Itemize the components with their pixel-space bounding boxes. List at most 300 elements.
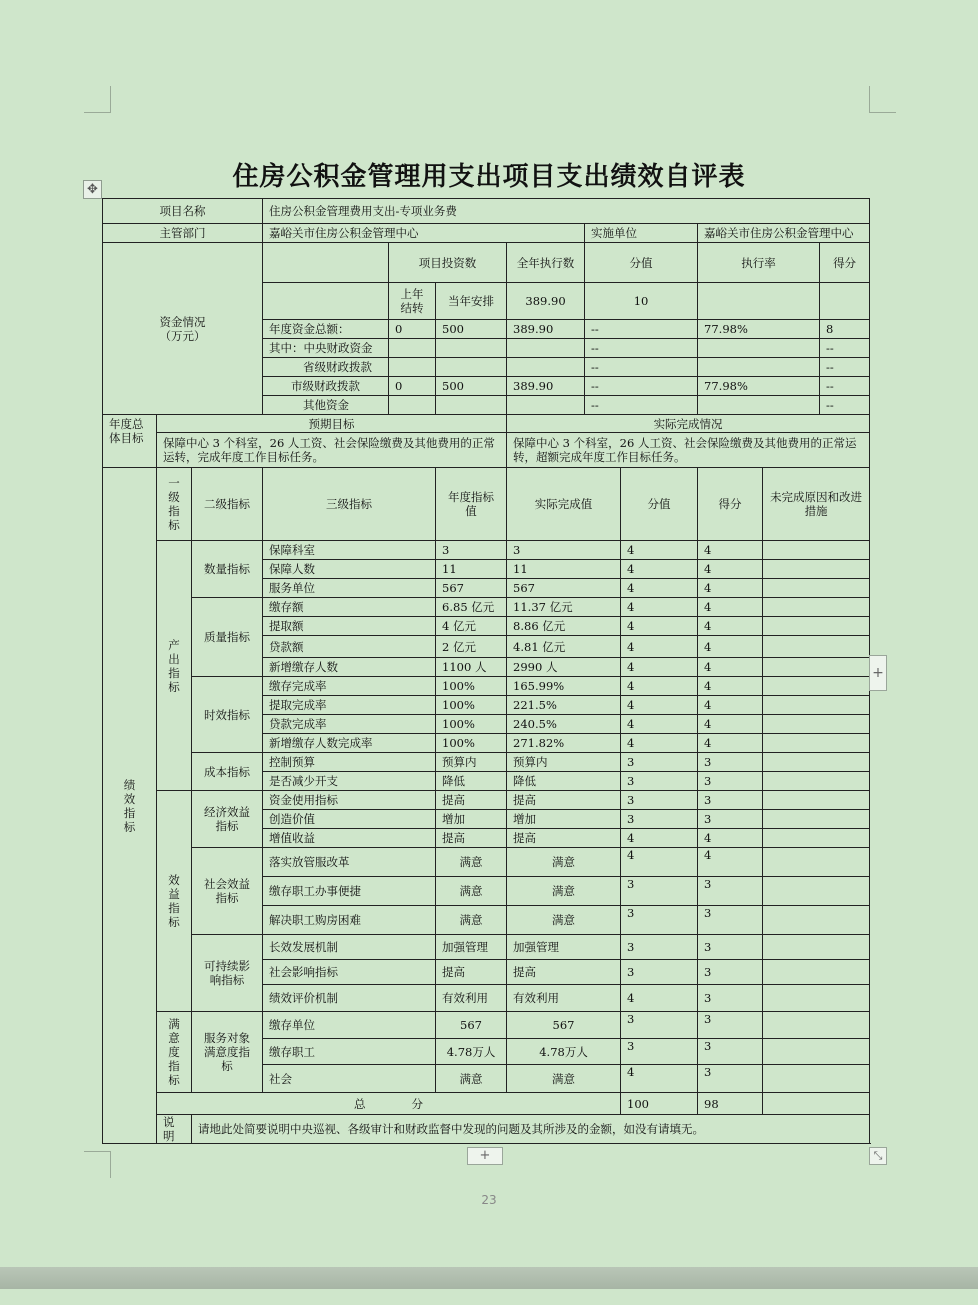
label-project-name: [103, 199, 263, 224]
fund-exec-rate: [698, 339, 820, 358]
indicator-score: [698, 617, 763, 636]
fund-current: [436, 358, 507, 377]
indicator-actual: [507, 1039, 621, 1065]
indicator-target: [436, 658, 507, 677]
indicator-score: [698, 560, 763, 579]
cell-text: 缴存额: [269, 600, 304, 614]
indicator-target: [436, 985, 507, 1012]
crop-mark-top-left: [84, 86, 111, 113]
indicator-value: [621, 791, 698, 810]
indicator-target: [436, 560, 507, 579]
cell-text: 项目投资数: [418, 255, 477, 270]
cell-text: 3: [704, 812, 712, 826]
indicator-score: [698, 829, 763, 848]
indicator-value: [621, 715, 698, 734]
table-row: [103, 935, 870, 960]
indicator-reason: [763, 1065, 870, 1093]
indicator-name: [263, 677, 436, 696]
blank-cell: [698, 283, 820, 320]
indicator-target: [436, 810, 507, 829]
cell-text: 4: [627, 698, 635, 712]
fund-exec-rate: [698, 320, 820, 339]
cell-text: 3: [704, 1065, 712, 1079]
indicator-reason: [763, 696, 870, 715]
cell-text: 当年安排: [448, 294, 495, 308]
fund-exec-rate: [698, 377, 820, 396]
cell-text: 提高: [442, 965, 466, 979]
cell-text: 500: [442, 379, 464, 393]
label-dept: [103, 224, 263, 243]
cell-text: 可持续影 响指标: [204, 959, 251, 987]
cell-text: 资金使用指标: [269, 793, 339, 807]
indicator-name: [263, 985, 436, 1012]
indicator-name: [263, 1039, 436, 1065]
indicator-target: [436, 1012, 507, 1039]
cell-text: 实际完成值: [534, 497, 593, 511]
cell-text: 4: [627, 562, 635, 576]
cell-text: 是否减少开支: [269, 774, 339, 788]
cell-text: 389.90: [513, 322, 554, 336]
cell-text: 98: [704, 1096, 719, 1111]
window-bottom-bar: [0, 1267, 978, 1289]
cell-text: 0: [395, 379, 403, 393]
indicator-reason: [763, 598, 870, 617]
page-number: 23: [481, 1193, 497, 1207]
fund-score-value: [585, 396, 698, 415]
level2-label: [192, 541, 263, 598]
indicator-actual: [507, 734, 621, 753]
cell-text: 4: [704, 736, 712, 750]
indicator-value: [621, 877, 698, 906]
indicator-actual: [507, 877, 621, 906]
table-row: [103, 1115, 870, 1144]
cell-text: 3: [627, 1012, 635, 1026]
fund-exec: [507, 339, 585, 358]
cell-text: 3: [704, 965, 712, 979]
cell-text: 一 级 指 标: [168, 476, 180, 532]
indicator-name: [263, 734, 436, 753]
indicator-score: [698, 1039, 763, 1065]
cell-text: 4: [627, 679, 635, 693]
crop-mark-bottom-left: [84, 1151, 111, 1178]
table-row: [103, 243, 870, 283]
indicator-reason: [763, 810, 870, 829]
cell-text: 年度指标 值: [448, 490, 495, 518]
indicator-reason: [763, 1012, 870, 1039]
indicator-name: [263, 877, 436, 906]
cell-text: 567: [460, 1018, 482, 1032]
cell-text: 11.37 亿元: [513, 600, 573, 614]
total-score: [698, 1093, 763, 1115]
cell-text: 质量指标: [204, 630, 251, 644]
cell-text: 1100 人: [442, 660, 487, 674]
cell-text: 4: [704, 543, 712, 557]
cell-text: 社会影响指标: [269, 965, 339, 979]
cell-text: 提取额: [269, 619, 304, 633]
indicator-target: [436, 1039, 507, 1065]
indicator-score: [698, 985, 763, 1012]
indicator-name: [263, 598, 436, 617]
indicator-actual: [507, 810, 621, 829]
cell-text: 增加: [513, 812, 537, 826]
indicator-actual: [507, 906, 621, 935]
indicator-actual: [507, 935, 621, 960]
cell-text: 3: [704, 793, 712, 807]
cell-text: 4: [704, 581, 712, 595]
table-row: [103, 199, 870, 224]
cell-text: --: [591, 398, 599, 412]
level1-label: [157, 791, 192, 1012]
cell-text: 240.5%: [513, 717, 557, 731]
indicator-name: [263, 636, 436, 658]
cell-text: --: [591, 322, 599, 336]
fund-score: [820, 396, 870, 415]
cell-text: 分值: [647, 497, 671, 511]
cell-text: 满 意 度 指 标: [168, 1017, 180, 1087]
cell-text: 缴存单位: [269, 1018, 316, 1032]
total-value: [621, 1093, 698, 1115]
cell-text: 增加: [442, 812, 466, 826]
header-annual-exec: [507, 243, 585, 283]
cell-text: 3: [627, 793, 635, 807]
add-row-button[interactable]: +: [467, 1147, 503, 1165]
level2-label: [192, 753, 263, 791]
cell-text: 4: [627, 600, 635, 614]
cell-text: 100%: [442, 698, 475, 712]
table-row: [103, 224, 870, 243]
cell-text: 新增缴存人数完成率: [269, 736, 373, 750]
indicator-reason: [763, 877, 870, 906]
indicator-score: [698, 960, 763, 985]
cell-text: 新增缴存人数: [269, 660, 339, 674]
indicator-name: [263, 791, 436, 810]
header-value: [621, 468, 698, 541]
indicator-actual: [507, 829, 621, 848]
indicator-actual: [507, 560, 621, 579]
cell-text: 绩 效 指 标: [123, 777, 136, 834]
cell-text: --: [591, 360, 599, 374]
header-current-year: [436, 283, 507, 320]
cell-text: 降低: [442, 774, 466, 788]
cell-text: 567: [513, 581, 535, 595]
cell-text: 资金情况 （万元）: [159, 314, 206, 343]
indicator-value: [621, 906, 698, 935]
header-target: [436, 468, 507, 541]
indicator-actual: [507, 848, 621, 877]
indicator-actual: [507, 696, 621, 715]
cell-text: 二级指标: [204, 497, 251, 511]
cell-text: 3: [627, 755, 635, 769]
cell-text: 4: [627, 831, 635, 845]
level2-label: [192, 598, 263, 677]
indicator-target: [436, 877, 507, 906]
cell-text: 10: [633, 294, 649, 308]
indicator-reason: [763, 960, 870, 985]
cell-text: --: [826, 341, 834, 355]
indicator-target: [436, 772, 507, 791]
cell-text: 4: [627, 848, 635, 862]
cell-text: 4: [704, 848, 712, 862]
cell-text: 有效利用: [513, 991, 560, 1005]
header-actual-value: [507, 468, 621, 541]
indicator-target: [436, 906, 507, 935]
cell-text: 满意: [459, 855, 483, 869]
indicator-reason: [763, 715, 870, 734]
indicator-reason: [763, 829, 870, 848]
header-actual: [507, 415, 870, 433]
cell-text: 77.98%: [704, 379, 748, 393]
cell-text: 2 亿元: [442, 639, 477, 654]
expected-goal: [157, 433, 507, 468]
table-row: [103, 415, 870, 433]
cell-text: 4: [627, 581, 635, 595]
indicator-reason: [763, 541, 870, 560]
indicator-actual: [507, 677, 621, 696]
table-row: [103, 541, 870, 560]
cell-text: 满意: [552, 855, 576, 869]
fund-exec-rate: [698, 396, 820, 415]
indicator-name: [263, 541, 436, 560]
cell-text: 4: [627, 991, 635, 1005]
add-column-button[interactable]: +: [869, 655, 887, 691]
cell-text: 满意: [552, 884, 576, 898]
fund-prev: [389, 358, 436, 377]
header-prev-year: [389, 283, 436, 320]
cell-text: 保障中心 3 个科室，26 人工资、社会保险缴费及其他费用的正常运转，完成年度工作目标任务。: [163, 436, 495, 464]
indicator-name: [263, 617, 436, 636]
cell-text: 4: [627, 660, 635, 674]
indicator-value: [621, 753, 698, 772]
cell-text: 其中：中央财政资金: [269, 341, 373, 355]
cell-text: 4: [704, 619, 712, 633]
indicator-value: [621, 1012, 698, 1039]
cell-text: 3: [627, 965, 635, 979]
cell-text: 上年 结转: [400, 287, 424, 315]
indicator-reason: [763, 560, 870, 579]
cell-text: 保障人数: [269, 562, 316, 576]
header-expected: [157, 415, 507, 433]
fund-score-value: [585, 358, 698, 377]
table-resize-icon[interactable]: ⤡: [869, 1147, 887, 1165]
cell-text: 提高: [513, 965, 537, 979]
cell-text: 其他资金: [303, 398, 350, 412]
indicator-name: [263, 810, 436, 829]
level1-label: [157, 1012, 192, 1093]
indicator-reason: [763, 1039, 870, 1065]
indicator-name: [263, 848, 436, 877]
indicator-actual: [507, 985, 621, 1012]
cell-text: 省级财政拨款: [303, 360, 373, 374]
cell-text: 3: [704, 755, 712, 769]
table-row: [103, 598, 870, 617]
cell-text: 预算内: [513, 755, 548, 769]
cell-text: 8.86 亿元: [513, 619, 566, 633]
cell-text: 3: [627, 906, 635, 920]
cell-text: 4 亿元: [442, 619, 477, 633]
cell-text: 4: [704, 679, 712, 693]
indicator-target: [436, 696, 507, 715]
crop-mark-top-right: [869, 86, 896, 113]
cell-text: 增值收益: [269, 831, 316, 845]
fund-score-value: [585, 377, 698, 396]
indicator-target: [436, 636, 507, 658]
indicator-value: [621, 985, 698, 1012]
indicator-value: [621, 935, 698, 960]
indicator-score: [698, 734, 763, 753]
indicator-value: [621, 960, 698, 985]
cell-text: 567: [552, 1018, 575, 1032]
cell-text: 3: [627, 877, 635, 891]
indicator-value: [621, 560, 698, 579]
fund-row-label: [263, 339, 389, 358]
cell-text: 3: [442, 543, 450, 557]
indicator-name: [263, 658, 436, 677]
header-exec-rate: [698, 243, 820, 283]
indicator-target: [436, 1065, 507, 1093]
cell-text: 社会效益 指标: [204, 877, 251, 905]
indicator-name: [263, 696, 436, 715]
cell-text: 满意: [552, 913, 576, 927]
indicator-actual: [507, 579, 621, 598]
cell-text: 500: [442, 322, 464, 336]
cell-text: 得分: [833, 255, 857, 270]
cell-text: 解决职工购房困难: [269, 913, 362, 927]
indicator-value: [621, 617, 698, 636]
indicator-target: [436, 579, 507, 598]
cell-text: 有效利用: [442, 991, 489, 1005]
indicator-reason: [763, 677, 870, 696]
fund-exec: [507, 320, 585, 339]
table-row: [103, 848, 870, 877]
indicator-actual: [507, 541, 621, 560]
cell-text: 3: [704, 1012, 712, 1026]
indicator-reason: [763, 753, 870, 772]
cell-text: 绩效评价机制: [269, 991, 339, 1005]
fund-prev: [389, 377, 436, 396]
indicator-value: [621, 1039, 698, 1065]
table-row: [103, 677, 870, 696]
indicator-score: [698, 935, 763, 960]
indicator-value: [621, 734, 698, 753]
cell-text: 3: [704, 877, 712, 891]
indicator-reason: [763, 935, 870, 960]
table-move-icon[interactable]: ✥: [83, 180, 102, 199]
indicator-target: [436, 848, 507, 877]
header-score-value: [585, 243, 698, 283]
indicator-name: [263, 753, 436, 772]
cell-text: 4: [627, 639, 635, 654]
cell-text: 165.99%: [513, 679, 565, 693]
cell-text: 分值: [629, 255, 653, 270]
score-value: [585, 283, 698, 320]
cell-text: 提高: [513, 831, 537, 845]
cell-text: 221.5%: [513, 698, 557, 712]
indicator-actual: [507, 715, 621, 734]
level2-label: [192, 935, 263, 1012]
indicator-target: [436, 734, 507, 753]
indicator-reason: [763, 636, 870, 658]
indicator-score: [698, 810, 763, 829]
indicator-value: [621, 1065, 698, 1093]
indicator-name: [263, 960, 436, 985]
fund-exec: [507, 377, 585, 396]
level2-label: [192, 848, 263, 935]
cell-text: 满意: [552, 1071, 576, 1086]
level1-label: [157, 541, 192, 791]
label-goals: [103, 415, 157, 468]
indicator-score: [698, 772, 763, 791]
level2-label: [192, 791, 263, 848]
indicator-score: [698, 598, 763, 617]
cell-text: 4: [704, 717, 712, 731]
cell-text: 降低: [513, 774, 537, 788]
indicator-target: [436, 715, 507, 734]
header-investment: [389, 243, 507, 283]
cell-text: --: [591, 341, 599, 355]
indicator-value: [621, 579, 698, 598]
blank-cell: [263, 243, 389, 283]
cell-text: 3: [513, 543, 521, 557]
indicator-reason: [763, 579, 870, 598]
fund-row-label: [263, 358, 389, 377]
indicator-score: [698, 791, 763, 810]
indicator-score: [698, 1012, 763, 1039]
cell-text: 100%: [442, 736, 475, 750]
indicator-value: [621, 541, 698, 560]
indicator-score: [698, 906, 763, 935]
cell-text: 100%: [442, 679, 475, 693]
cell-text: --: [826, 379, 834, 393]
indicator-actual: [507, 1012, 621, 1039]
cell-text: 提高: [442, 831, 466, 845]
indicator-actual: [507, 791, 621, 810]
table-row: [103, 1093, 870, 1115]
cell-text: 3: [627, 1039, 635, 1053]
cell-text: 经济效益 指标: [204, 805, 251, 833]
cell-text: 提高: [442, 793, 466, 807]
label-performance: [103, 468, 157, 1144]
indicator-value: [621, 696, 698, 715]
cell-text: 4: [627, 1065, 635, 1079]
cell-text: 缴存完成率: [269, 679, 327, 693]
cell-text: 未完成原因和改进措施: [770, 490, 863, 518]
fund-exec-rate: [698, 358, 820, 377]
cell-text: 4.78万人: [446, 1044, 496, 1059]
fund-exec: [507, 358, 585, 377]
indicator-target: [436, 935, 507, 960]
cell-text: 说明: [163, 1115, 175, 1143]
cell-text: 4: [627, 717, 635, 731]
fund-prev: [389, 320, 436, 339]
indicator-score: [698, 1065, 763, 1093]
indicator-name: [263, 560, 436, 579]
table-row: [103, 753, 870, 772]
indicator-target: [436, 753, 507, 772]
indicator-target: [436, 598, 507, 617]
fund-current: [436, 339, 507, 358]
indicator-actual: [507, 960, 621, 985]
level2-label: [192, 1012, 263, 1093]
cell-text: 实施单位: [591, 226, 638, 240]
fund-score: [820, 358, 870, 377]
cell-text: 满意: [459, 913, 483, 927]
table-row: [103, 791, 870, 810]
indicator-actual: [507, 772, 621, 791]
cell-text: 11: [442, 562, 457, 576]
indicator-name: [263, 579, 436, 598]
cell-text: 加强管理: [442, 940, 489, 954]
cell-text: 年度资金总额：: [269, 322, 350, 336]
